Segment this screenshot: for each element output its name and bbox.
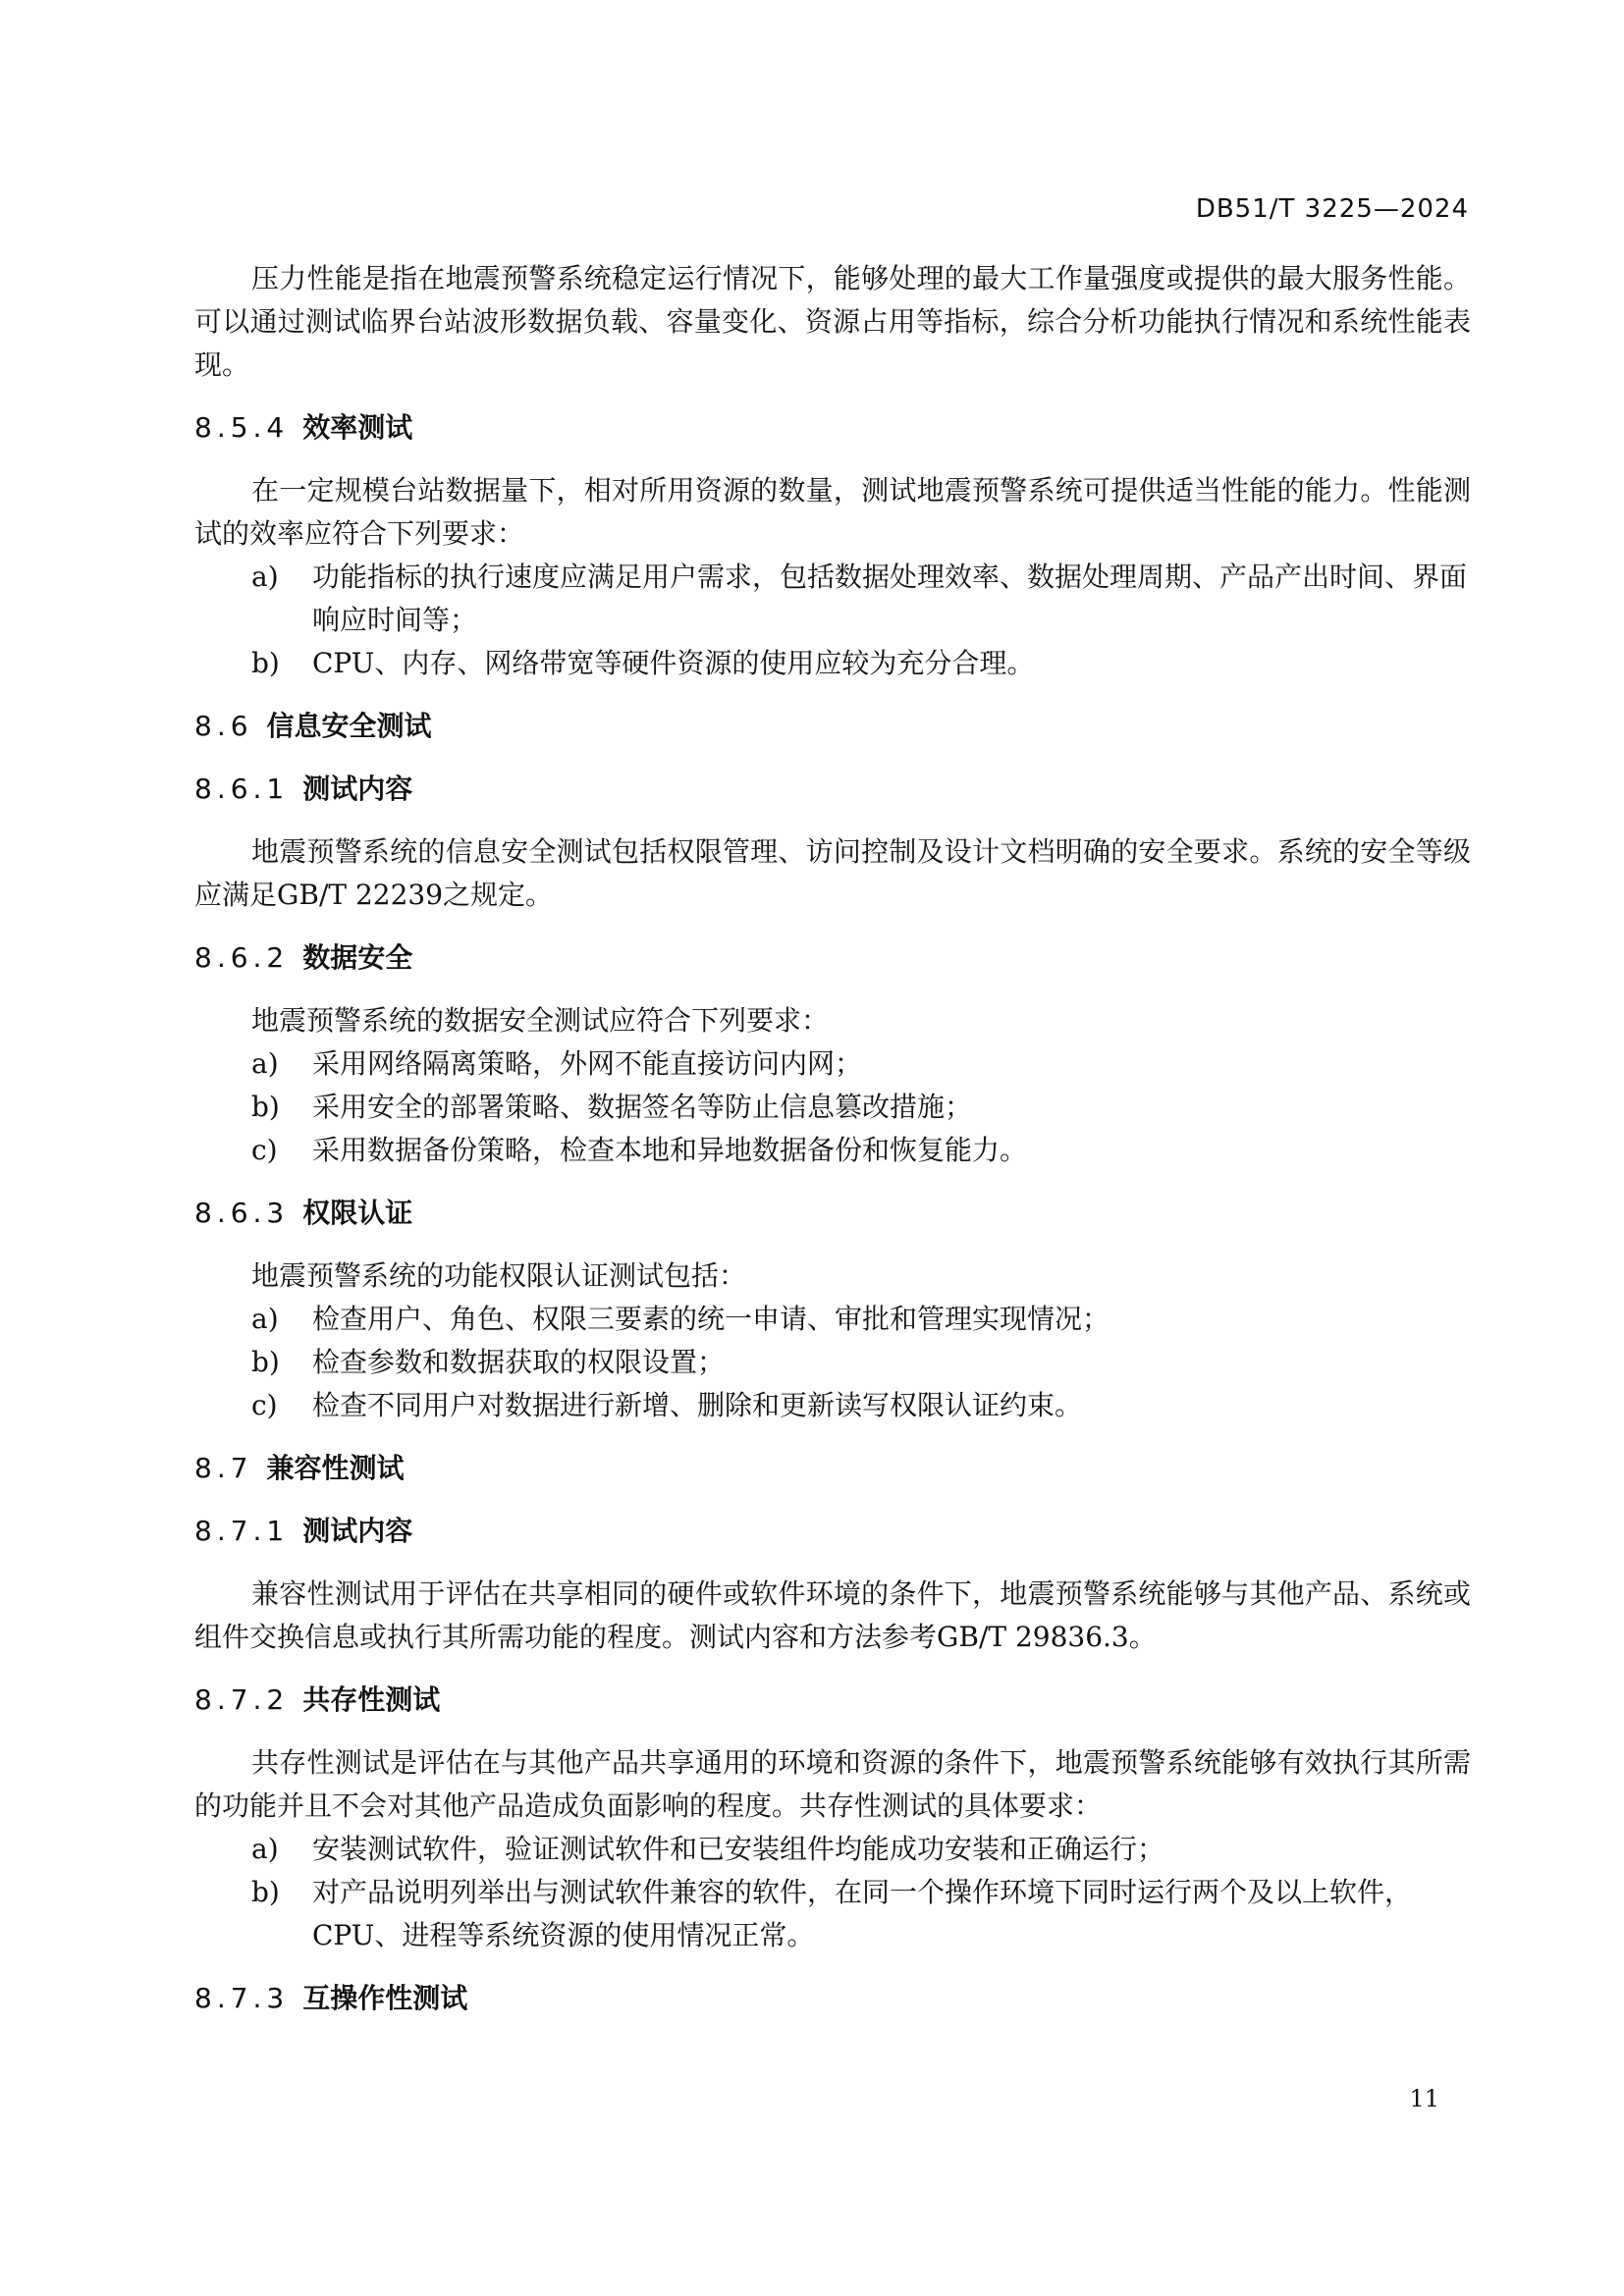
section-title: 信息安全测试 bbox=[266, 710, 432, 742]
section-title: 兼容性测试 bbox=[266, 1452, 405, 1484]
list-item-marker: c) bbox=[251, 1389, 278, 1421]
list-item-marker: a) bbox=[251, 561, 279, 593]
document-id: DB51/T 3225—2024 bbox=[1195, 194, 1469, 224]
section-number: 8.5.4 bbox=[194, 411, 290, 444]
section-number: 8.7 bbox=[194, 1452, 253, 1484]
body-paragraph: 地震预警系统的功能权限认证测试包括： bbox=[251, 1259, 747, 1292]
section-number: 8.7.3 bbox=[194, 1982, 290, 2014]
list-item-text: 对产品说明列举出与测试软件兼容的软件，在同一个操作环境下同时运行两个及以上软件，CPU、进程等系统资源的使用情况正常。 bbox=[312, 1876, 1413, 1951]
list-item bbox=[194, 1341, 1471, 1384]
section-title: 数据安全 bbox=[302, 941, 413, 974]
section-heading bbox=[194, 1679, 1471, 1722]
list-item-text: 功能指标的执行速度应满足用户需求，包括数据处理效率、数据处理周期、产品产出时间、界面响应时间等； bbox=[312, 561, 1468, 636]
list-item bbox=[194, 1384, 1471, 1427]
section-heading bbox=[194, 1192, 1471, 1235]
requirement-list bbox=[194, 1298, 1471, 1427]
list-item bbox=[194, 556, 1471, 642]
section-title: 效率测试 bbox=[302, 411, 413, 444]
section-title: 共存性测试 bbox=[302, 1683, 441, 1716]
section-title: 测试内容 bbox=[302, 1515, 413, 1547]
body-paragraph: 地震预警系统的数据安全测试应符合下列要求： bbox=[251, 1004, 830, 1037]
section-number: 8.6 bbox=[194, 710, 253, 742]
list-item-marker: b) bbox=[251, 1346, 280, 1378]
list-item bbox=[194, 1129, 1471, 1172]
list-item-text: 检查不同用户对数据进行新增、删除和更新读写权限认证约束。 bbox=[312, 1389, 1083, 1421]
section-heading bbox=[194, 1977, 1471, 2020]
list-item bbox=[194, 1828, 1471, 1871]
list-item-text: CPU、内存、网络带宽等硬件资源的使用应较为充分合理。 bbox=[312, 647, 1035, 679]
list-item bbox=[194, 1086, 1471, 1129]
section-heading bbox=[194, 1510, 1471, 1553]
list-item-marker: a) bbox=[251, 1833, 279, 1865]
page-number: 11 bbox=[1409, 2085, 1439, 2112]
list-item bbox=[194, 1042, 1471, 1086]
list-item-text: 采用数据备份策略，检查本地和异地数据备份和恢复能力。 bbox=[312, 1134, 1028, 1166]
section-heading bbox=[194, 768, 1471, 811]
body-paragraph: 在一定规模台站数据量下，相对所用资源的数量，测试地震预警系统可提供适当性能的能力。性能测试的效率应符合下列要求： bbox=[194, 474, 1471, 550]
list-item-marker: a) bbox=[251, 1303, 279, 1335]
section-heading bbox=[194, 406, 1471, 450]
body-paragraph: 兼容性测试用于评估在共享相同的硬件或软件环境的条件下，地震预警系统能够与其他产品、系统或组件交换信息或执行其所需功能的程度。测试内容和方法参考GB/T 29836.3。 bbox=[194, 1577, 1471, 1653]
section-number: 8.6.3 bbox=[194, 1197, 290, 1229]
list-item bbox=[194, 642, 1471, 685]
section-title: 互操作性测试 bbox=[302, 1982, 468, 2014]
list-item-text: 安装测试软件，验证测试软件和已安装组件均能成功安装和正确运行； bbox=[312, 1833, 1165, 1865]
section-title: 测试内容 bbox=[302, 773, 413, 805]
requirement-list bbox=[194, 1828, 1471, 1957]
section-heading bbox=[194, 1447, 1471, 1490]
body-paragraph: 共存性测试是评估在与其他产品共享通用的环境和资源的条件下，地震预警系统能够有效执行其所需的功能并且不会对其他产品造成负面影响的程度。共存性测试的具体要求： bbox=[194, 1746, 1471, 1822]
section-number: 8.6.2 bbox=[194, 941, 290, 974]
body-paragraph: 地震预警系统的信息安全测试包括权限管理、访问控制及设计文档明确的安全要求。系统的安全等级应满足GB/T 22239之规定。 bbox=[194, 835, 1471, 911]
list-item-marker: b) bbox=[251, 647, 280, 679]
section-number: 8.6.1 bbox=[194, 773, 290, 805]
list-item-marker: b) bbox=[251, 1091, 280, 1123]
list-item bbox=[194, 1298, 1471, 1341]
list-item-text: 检查用户、角色、权限三要素的统一申请、审批和管理实现情况； bbox=[312, 1303, 1110, 1335]
list-item-text: 检查参数和数据获取的权限设置； bbox=[312, 1346, 726, 1378]
list-item bbox=[194, 1871, 1471, 1957]
section-title: 权限认证 bbox=[302, 1197, 413, 1229]
list-item-marker: a) bbox=[251, 1047, 279, 1080]
document-body bbox=[194, 257, 1471, 2040]
list-item-marker: c) bbox=[251, 1134, 278, 1166]
section-heading bbox=[194, 936, 1471, 980]
list-item-marker: b) bbox=[251, 1876, 280, 1908]
list-item-text: 采用安全的部署策略、数据签名等防止信息篡改措施； bbox=[312, 1091, 973, 1123]
requirement-list bbox=[194, 1042, 1471, 1172]
list-item-text: 采用网络隔离策略，外网不能直接访问内网； bbox=[312, 1047, 863, 1080]
section-number: 8.7.1 bbox=[194, 1515, 290, 1547]
section-number: 8.7.2 bbox=[194, 1683, 290, 1716]
section-heading bbox=[194, 705, 1471, 748]
requirement-list bbox=[194, 556, 1471, 685]
body-paragraph: 压力性能是指在地震预警系统稳定运行情况下，能够处理的最大工作量强度或提供的最大服务性能。可以通过测试临界台站波形数据负载、容量变化、资源占用等指标，综合分析功能执行情况和系统性能表现。 bbox=[194, 262, 1471, 381]
